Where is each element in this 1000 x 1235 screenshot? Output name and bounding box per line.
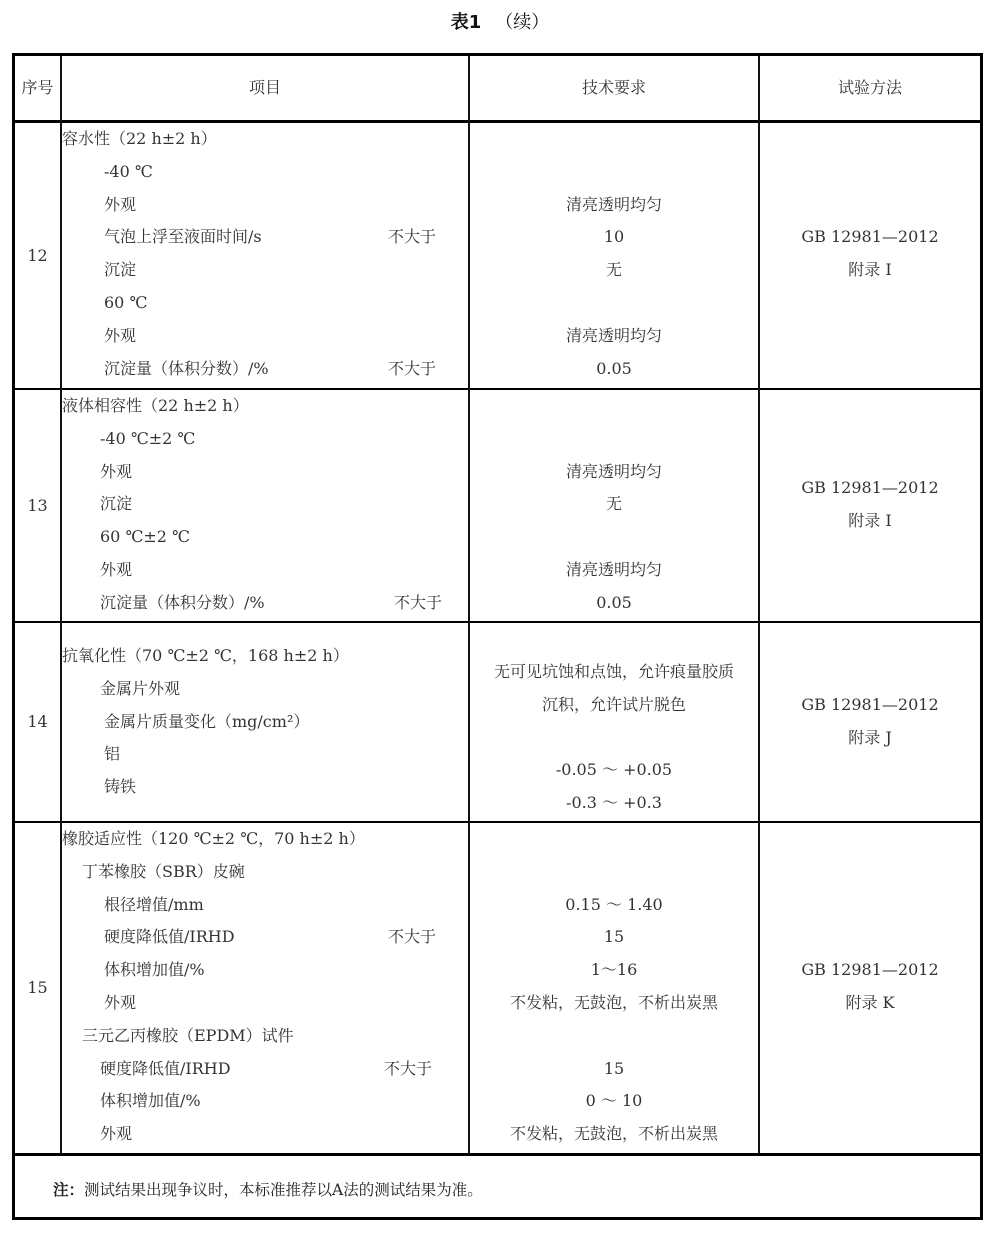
row-requirements: 无可见坑蚀和点蚀，允许痕量胶质 沉积，允许试片脱色 -0.05 ～ +0.05 -0.3 ～ +0.3 [493,662,734,813]
row-requirements: 0.15 ～ 1.40 15 1～16 不发粘，无鼓泡，不析出炭黑 15 0 ～ 10 不发粘，无鼓泡，不析出炭黑 [509,894,718,1144]
row-divider [15,621,980,623]
row-requirements: 清亮透明均匀 无 清亮透明均匀 0.05 [565,461,662,612]
spec-table [12,53,983,1220]
item-line: 硬度降低值/IRHD 不大于 [62,921,468,954]
row-method: GB 12981—2012 附录 J [801,695,939,747]
item-line: 三元乙丙橡胶（EPDM）试件 [82,1025,294,1045]
limit-label: 不大于 [388,927,437,947]
item-line: 外观 [100,1124,133,1144]
item-line: 沉淀量（体积分数）/% 不大于 [62,353,468,386]
item-line: 根径增值/mm [104,894,204,914]
row-seq: 13 [27,496,48,515]
item-line: 金属片外观 [100,678,181,698]
item-line: 铝 [104,744,121,764]
item-line: 体积增加值/% [100,1091,201,1111]
table-note [53,1178,483,1200]
row-method: GB 12981—2012 附录 I [801,478,939,530]
item-line: 外观 [100,559,133,579]
table-number: 表1 [450,12,482,33]
row-requirements: 清亮透明均匀 10 无 清亮透明均匀 0.05 [565,194,662,378]
note-divider [15,1153,980,1156]
row-method: GB 12981—2012 附录 K [801,960,939,1012]
item-line: 外观 [104,194,137,214]
item-line: 铸铁 [104,777,137,797]
item-line: 液体相容性（22 h±2 h） [62,396,249,415]
item-line: 气泡上浮至液面时间/s 不大于 [62,221,468,254]
limit-label: 不大于 [394,592,443,612]
row-seq: 15 [27,978,48,997]
item-line: 丁苯橡胶（SBR）皮碗 [82,861,245,881]
item-line: -40 ℃ [104,161,153,181]
item-line: 容水性（22 h±2 h） [62,129,217,148]
item-line: 金属片质量变化（mg/cm²） [104,711,310,731]
table-caption [0,8,1000,34]
item-line: 沉淀量（体积分数）/% 不大于 [62,587,468,620]
item-line: 体积增加值/% [104,960,205,980]
header-method: 试验方法 [837,78,902,97]
table-continued-label: （续） [495,12,550,33]
item-line: 橡胶适应性（120 ℃±2 ℃，70 h±2 h） [62,829,365,848]
note-label: 注： [53,1180,85,1199]
limit-label: 不大于 [388,358,437,378]
item-line: 抗氧化性（70 ℃±2 ℃，168 h±2 h） [62,646,349,665]
item-line: 外观 [104,992,137,1012]
header-item: 项目 [248,78,281,97]
row-seq: 14 [27,712,48,731]
limit-label: 不大于 [384,1058,433,1078]
item-line: 外观 [104,325,137,345]
row-items [62,123,468,385]
note-text: 测试结果出现争议时，本标准推荐以A法的测试结果为准。 [84,1181,483,1199]
row-seq: 12 [27,246,48,265]
item-line: 60 ℃±2 ℃ [100,527,190,547]
item-line: 外观 [100,461,133,481]
row-method: GB 12981—2012 附录 I [801,227,939,279]
row-items [62,640,468,804]
header-seq: 序号 [21,78,54,97]
item-line: 沉淀 [104,260,137,280]
item-line: -40 ℃±2 ℃ [100,428,196,448]
header-requirement: 技术要求 [581,78,646,97]
limit-label: 不大于 [388,227,437,247]
row-items [62,390,468,620]
item-line: 60 ℃ [104,292,148,312]
item-line: 沉淀 [100,494,133,514]
row-items [62,823,468,1151]
item-line: 硬度降低值/IRHD 不大于 [62,1053,468,1086]
